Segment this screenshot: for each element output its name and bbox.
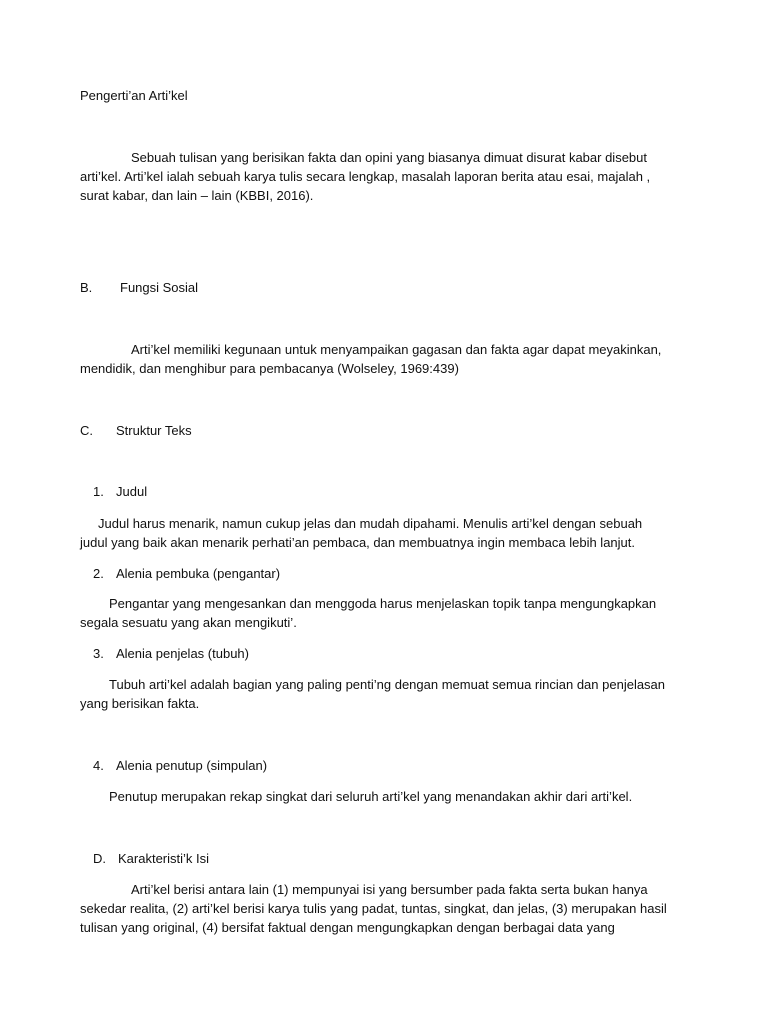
section-d-letter: D. bbox=[93, 851, 106, 866]
item-1-number: 1. bbox=[93, 484, 104, 499]
section-c-letter: C. bbox=[80, 423, 93, 438]
document-title: Pengerti’an Arti’kel bbox=[80, 88, 188, 103]
item-1-body-2: judul yang baik akan menarik perhati’an pembaca, dan membuatnya ingin membaca lebih lanjut. bbox=[80, 535, 636, 550]
item-1-heading: Judul bbox=[116, 484, 148, 499]
section-b-heading: Fungsi Sosial bbox=[120, 280, 199, 295]
item-3-heading: Alenia penjelas (tubuh) bbox=[116, 646, 249, 661]
item-2-body-2: segala sesuatu yang akan mengikuti’. bbox=[80, 615, 297, 630]
intro-line-3: surat kabar, dan lain – lain (KBBI, 2016). bbox=[80, 188, 314, 203]
section-c-heading: Struktur Teks bbox=[116, 423, 192, 438]
section-b-body-2: mendidik, dan menghibur para pembacanya (Wolseley, 1969:439) bbox=[80, 361, 459, 376]
section-d-heading: Karakteristi’k Isi bbox=[118, 851, 210, 866]
item-2-body-1: Pengantar yang mengesankan dan menggoda harus menjelaskan topik tanpa mengungkapkan bbox=[109, 596, 657, 611]
item-4-body-1: Penutup merupakan rekap singkat dari seluruh arti’kel yang menandakan akhir dari arti’kel. bbox=[109, 789, 633, 804]
item-4-number: 4. bbox=[93, 758, 104, 773]
section-d-body-2: sekedar realita, (2) arti’kel berisi karya tulis yang padat, tuntas, singkat, dan jelas, (3) merupakan hasil bbox=[80, 901, 667, 916]
item-1-body-1: Judul harus menarik, namun cukup jelas dan mudah dipahami. Menulis arti’kel dengan sebuah bbox=[98, 516, 643, 531]
intro-line-2: arti’kel. Arti’kel ialah sebuah karya tulis secara lengkap, masalah laporan berita atau esai, majalah , bbox=[80, 169, 651, 184]
item-2-number: 2. bbox=[93, 566, 104, 581]
section-d-body-3: tulisan yang original, (4) bersifat faktual dengan mengungkapkan dengan berbagai data yang bbox=[80, 920, 615, 935]
section-b-body-1: Arti’kel memiliki kegunaan untuk menyampaikan gagasan dan fakta agar dapat meyakinkan, bbox=[131, 342, 662, 357]
section-d-body-1: Arti’kel berisi antara lain (1) mempunyai isi yang bersumber pada fakta serta bukan hanya bbox=[131, 882, 648, 897]
item-3-body-2: yang berisikan fakta. bbox=[80, 696, 200, 711]
item-3-body-1: Tubuh arti’kel adalah bagian yang paling penti’ng dengan memuat semua rincian dan penjelasan bbox=[109, 677, 666, 692]
item-2-heading: Alenia pembuka (pengantar) bbox=[116, 566, 281, 581]
section-b-letter: B. bbox=[80, 280, 93, 295]
item-4-heading: Alenia penutup (simpulan) bbox=[116, 758, 268, 773]
item-3-number: 3. bbox=[93, 646, 104, 661]
intro-line-1: Sebuah tulisan yang berisikan fakta dan opini yang biasanya dimuat disurat kabar disebut bbox=[131, 150, 648, 165]
